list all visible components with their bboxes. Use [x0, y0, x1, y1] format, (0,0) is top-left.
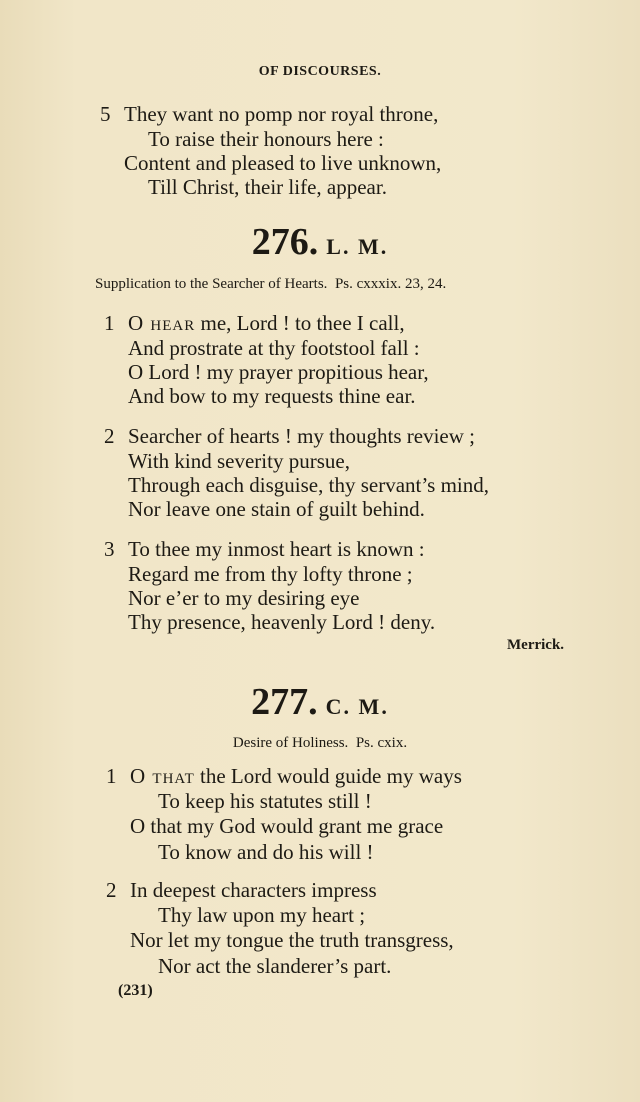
verse-line: In deepest characters impress — [130, 878, 377, 902]
verse-line: Nor leave one stain of guilt behind. — [128, 497, 425, 521]
verse-line — [130, 764, 462, 788]
verse-line: Thy presence, heavenly Lord ! deny. — [128, 610, 436, 634]
verse-line: To know and do his will ! — [158, 840, 374, 864]
verse-line: And bow to my requests thine ear. — [128, 384, 416, 408]
author-attribution: Merrick. — [507, 637, 565, 653]
opening-small-caps: O that — [130, 764, 195, 788]
stanza-number: 3 — [104, 537, 115, 561]
verse-line: With kind severity pursue, — [128, 449, 350, 473]
stanza-number: 1 — [104, 311, 115, 335]
stanza-number: 5 — [100, 102, 111, 126]
hymn-subtitle — [95, 276, 446, 293]
opening-small-caps: O hear — [128, 311, 196, 335]
stanza-number: 2 — [106, 878, 117, 902]
running-head: OF DISCOURSES. — [258, 64, 382, 79]
verse-line: And prostrate at thy footstool fall : — [128, 336, 420, 360]
verse-line — [128, 311, 405, 335]
stanza-number: 2 — [104, 424, 115, 448]
hymn-heading — [0, 680, 640, 724]
verse-line: Nor act the slanderer’s part. — [158, 954, 392, 978]
verse-line: Till Christ, their life, appear. — [148, 175, 387, 199]
stanza-number: 1 — [106, 764, 117, 788]
verse-line: To raise their honours here : — [148, 127, 384, 151]
hymn-number: 277. — [251, 681, 318, 723]
verse-line-rest: me, Lord ! to thee I call, — [195, 311, 405, 335]
verse-line: To thee my inmost heart is known : — [128, 537, 425, 561]
hymn-meter: C. M. — [325, 694, 389, 719]
scripture-reference: Ps. cxix. — [355, 735, 408, 751]
verse-line: Through each disguise, thy servant’s mind, — [128, 473, 490, 497]
verse-line: To keep his statutes still ! — [158, 789, 372, 813]
hymn-meter: L. M. — [326, 234, 389, 259]
verse-line: Regard me from thy lofty throne ; — [128, 562, 413, 586]
hymn-subtitle — [0, 735, 640, 752]
scripture-reference: Ps. cxxxix. 23, 24. — [334, 276, 447, 292]
verse-line: Thy law upon my heart ; — [158, 903, 366, 927]
subtitle-text: Desire of Holiness. — [232, 735, 349, 751]
page-number: (231) — [118, 982, 153, 999]
verse-line: They want no pomp nor royal throne, — [124, 102, 439, 126]
verse-line: Nor e’er to my desiring eye — [128, 586, 360, 610]
verse-line-rest: the Lord would guide my ways — [194, 764, 462, 788]
verse-line: Nor let my tongue the truth transgress, — [130, 928, 454, 952]
verse-line: O Lord ! my prayer propitious hear, — [128, 360, 429, 384]
hymn-number: 276. — [251, 221, 319, 263]
verse-line: Content and pleased to live unknown, — [124, 151, 442, 175]
subtitle-text: Supplication to the Searcher of Hearts. — [95, 276, 328, 292]
hymn-heading — [0, 220, 640, 264]
verse-line: O that my God would grant me grace — [130, 814, 444, 838]
verse-line: Searcher of hearts ! my thoughts review ; — [128, 424, 475, 448]
